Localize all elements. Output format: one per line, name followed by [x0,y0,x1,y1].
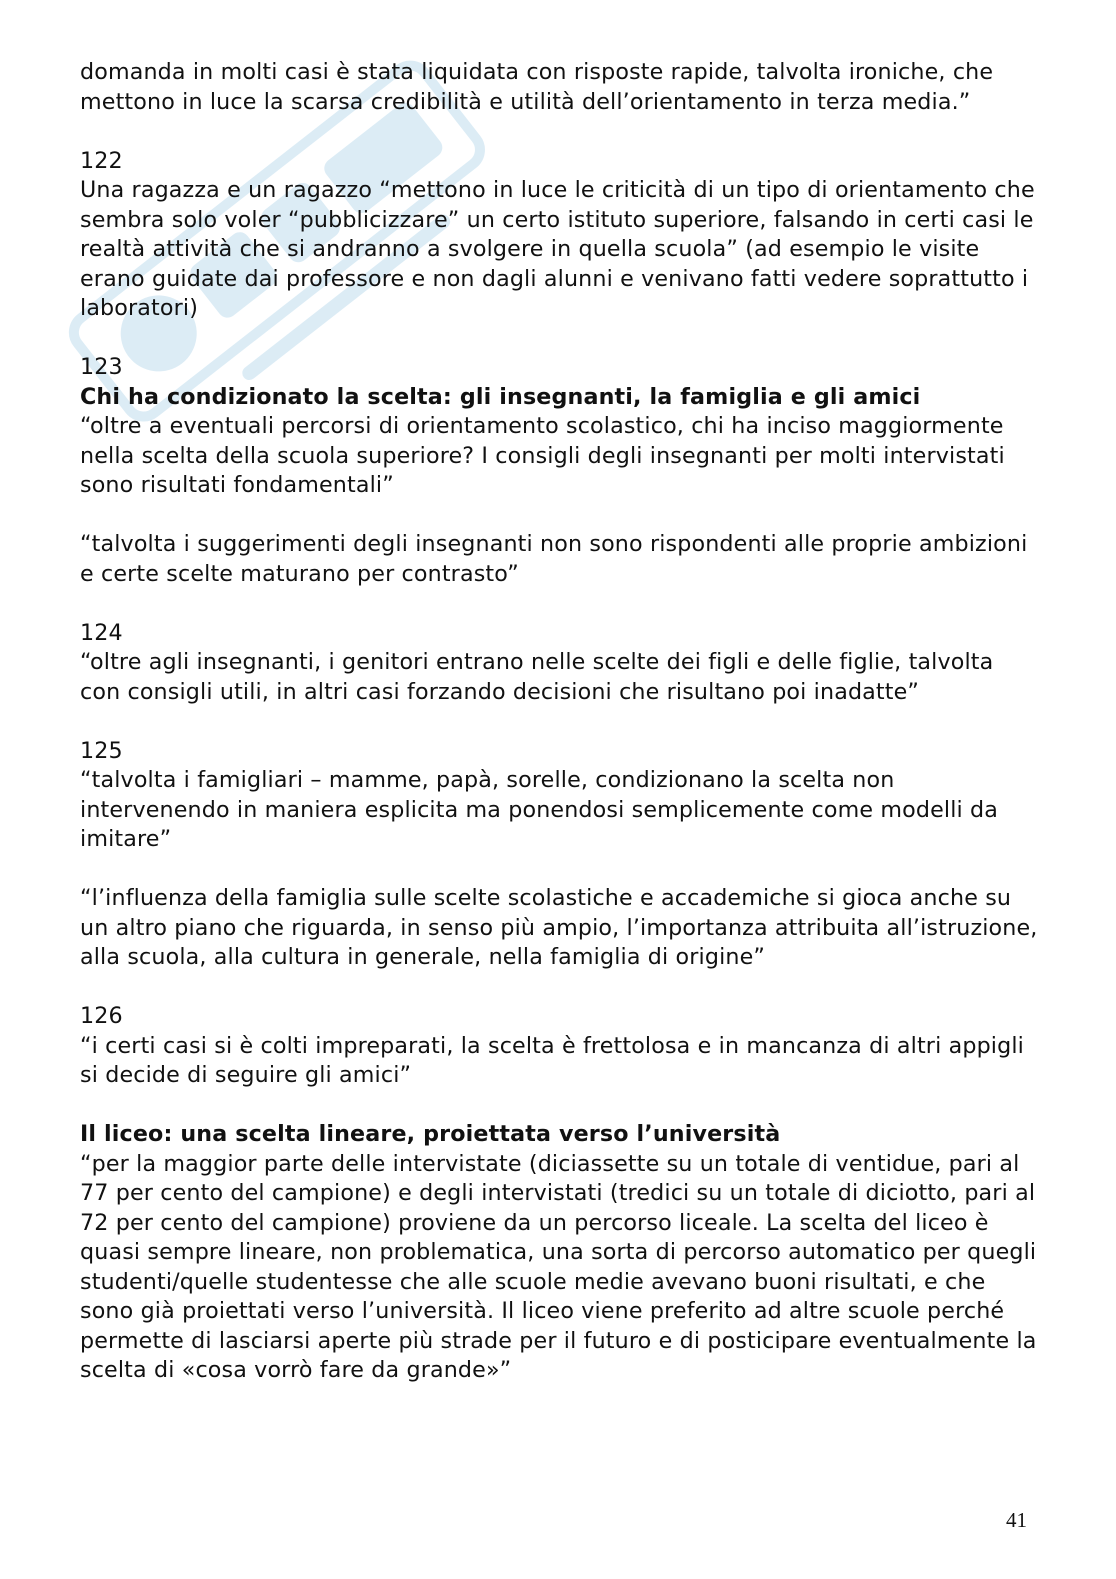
section-heading: Chi ha condizionato la scelta: gli insegnanti, la famiglia e gli amici [80,383,921,410]
section-number: 126 [80,1003,123,1029]
section-number: 124 [80,619,123,646]
section-number: 122 [80,147,123,174]
paragraph: “oltre a eventuali percorsi di orientamento scolastico, chi ha inciso maggiormente nella scelta della scuola superiore? I consigli degli insegnanti per molti intervistati sono risultati fondamentali” [80,413,1005,498]
page-number: 41 [1006,1508,1027,1532]
paragraph: “talvolta i famigliari – mamme, papà, sorelle, condizionano la scelta non intervenendo in maniera esplicita ma ponendosi semplicemente come modelli da imitare” [80,767,999,852]
section-number: 125 [80,737,123,764]
paragraph: “i certi casi si è colti impreparati, la scelta è frettolosa e in mancanza di altri appigli si decide di seguire gli amici” [80,1032,1024,1088]
paragraph: “talvolta i suggerimenti degli insegnanti non sono rispondenti alle proprie ambizioni e certe scelte maturano per contrasto” [80,531,1028,587]
paragraph: Una ragazza e un ragazzo “mettono in luce le criticità di un tipo di orientamento che sembra solo voler “pubblicizzare” un certo istituto superiore, falsando in certi casi le realtà attività che si andranno a svolgere in quella scuola” (ad esempio le visite erano guidate dai professore e non dagli alunni e venivano fatti vedere soprattutto i laboratori) [80,177,1035,321]
page-text [80,58,1040,1386]
paragraph: domanda in molti casi è stata liquidata con risposte rapide, talvolta ironiche, che mettono in luce la scarsa credibilità e utilità dell’orientamento in terza media.” [80,59,994,115]
section-heading: Il liceo: una scelta lineare, proiettata verso l’università [80,1121,781,1147]
section-number: 123 [80,354,123,380]
paragraph: “per la maggior parte delle intervistate (diciassette su un totale di ventidue, pari al 77 per cento del campione) e degli intervistati (tredici su un totale di diciotto, pari al 72 per cento del campione) proviene da un percorso liceale. La scelta del liceo è quasi sempre lineare, non problematica, una sorta di percorso automatico per quegli studenti/quelle studentesse che alle scuole medie avevano buoni risultati, e che sono già proiettati verso l’università. Il liceo viene preferito ad altre scuole perché permette di lasciarsi aperte più strade per il futuro e di posticipare eventualmente la scelta di «cosa vorrò fare da grande»” [80,1150,1037,1383]
paragraph: “l’influenza della famiglia sulle scelte scolastiche e accademiche si gioca anche su un altro piano che riguarda, in senso più ampio, l’importanza attribuita all’istruzione, alla scuola, alla cultura in generale, nella famiglia di origine” [80,885,1038,970]
paragraph: “oltre agli insegnanti, i genitori entrano nelle scelte dei figli e delle figlie, talvolta con consigli utili, in altri casi forzando decisioni che risultano poi inadatte” [80,649,994,705]
